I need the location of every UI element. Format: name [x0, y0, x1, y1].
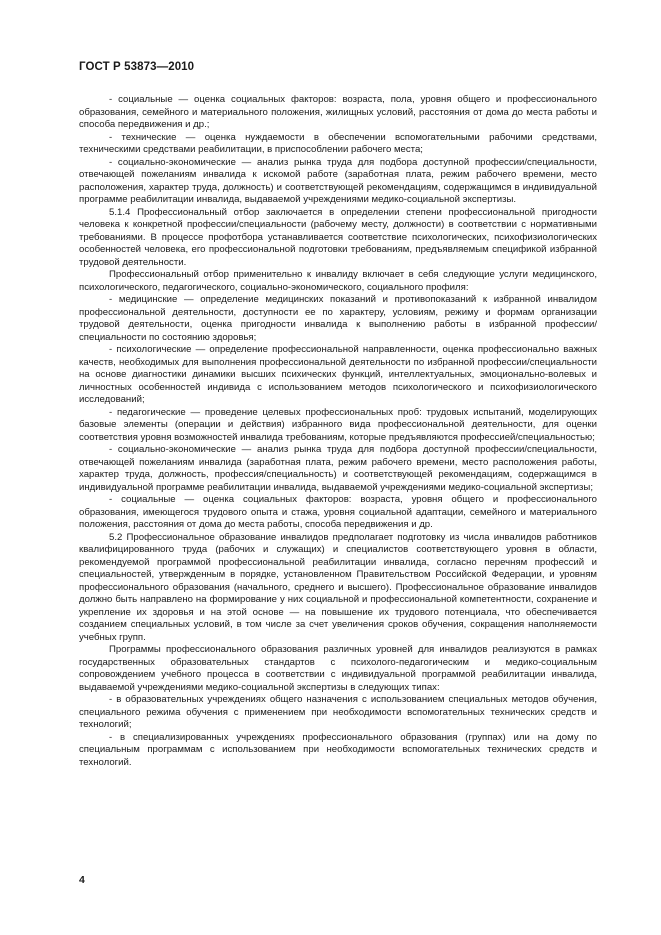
paragraph: - педагогические — проведение целевых профессиональных проб: трудовых испытаний, моделирующих базовые элементы (операции и действия) избранного вида профессиональной деятельности, для оценки соответствия уровня возможностей инвалида требованиям, которые предъявляются профессией/специальностью;	[79, 406, 597, 443]
paragraph: - социальные — оценка социальных факторов: возраста, уровня общего и профессионального образования, имеющегося трудового опыта и стажа, уровня социальной адаптации, семейного и материального положения, расстояния от дома до места работы, способа передвижения и др.	[79, 494, 597, 530]
paragraph: - социально-экономические — анализ рынка труда для подбора доступной профессии/специальности, отвечающей пожеланиям инвалида к искомой работе (заработная плата, режим рабочего времени, место расположения, характер труда, должность) и соответствующей рекомендациям, содержащимся в индивидуальной программе реабилитации инвалида, выдаваемой учреждениями медико-социальной экспертизы.	[79, 156, 597, 205]
standard-header: ГОСТ Р 53873—2010	[79, 61, 195, 73]
paragraph: - социально-экономические — анализ рынка труда для подбора доступной профессии/специальности, отвечающей пожеланиям инвалида (заработная плата, режим рабочего времени, место расположения работы, характер труда, должность, профессия/специальность) и соответствующей рекомендациям, содержащимся в индивидуальной программе реабилитации инвалида, выдаваемой учреждениями медико-социальной экспертизы;	[79, 444, 597, 493]
paragraph: - технические — оценка нуждаемости в обеспечении вспомогательными рабочими средствами, техническими средствами реабилитации, в приспособлении рабочего места;	[79, 131, 597, 155]
paragraph: - психологические — определение профессиональной направленности, оценка профессионально важных качеств, необходимых для выполнения профессиональной деятельности по избранной профессии/специальности на основе диагностики динамики высших психических функций, интеллектуальных, эмоционально-волевых и личностных особенностей индивида с использованием методов психологического и психофизиологического исследований;	[79, 344, 597, 405]
paragraph: - в специализированных учреждениях профессионального образования (группах) или на дому по специальным программам с использованием при необходимости вспомогательных технических средств и технологий.	[79, 731, 597, 768]
document-body	[79, 94, 597, 769]
paragraph: Профессиональный отбор применительно к инвалиду включает в себя следующие услуги медицинского, психологического, педагогического, социально-экономического, социального профиля:	[79, 269, 597, 293]
paragraph: 5.2 Профессиональное образование инвалидов предполагает подготовку из числа инвалидов работников квалифицированного труда (рабочих и служащих) и специалистов соответствующего уровня в области, рекомендуемой программой профессиональной реабилитации инвалида, согласно перечням профессий и специальностей, утвержденным в порядке, установленном Правительством Российской Федерации, и уровням профессионального образования (начального, среднего и высшего). Профессиональное образование инвалидов должно быть направлено на формирование у них социальной и профессиональной компетентности, сохранение и укрепление их здоровья и на этой основе — на повышение их трудового потенциала, что обеспечивается созданием специальных условий, в том числе за счет увеличения сроков обучения, сокращения наполняемости учебных групп.	[79, 531, 597, 643]
paragraph: Программы профессионального образования различных уровней для инвалидов реализуются в рамках государственных образовательных стандартов с психолого-педагогическим и медико-социальным сопровождением учебного процесса в соответствии с индивидуальной программой реабилитации инвалида, выдаваемой учреждениями медико-социальной экспертизы в следующих типах:	[79, 644, 597, 693]
paragraph: - медицинские — определение медицинских показаний и противопоказаний к избранной инвалидом профессиональной деятельности, доступности ее по характеру, условиям, режиму и формам организации трудовой деятельности, оценка пригодности инвалида к выполнению работы в избранной профессии/специальности по состоянию здоровья;	[79, 294, 597, 343]
paragraph: - социальные — оценка социальных факторов: возраста, пола, уровня общего и профессионального образования, семейного и материального положения, жилищных условий, расстояния от дома до места работы и способа передвижения и др.;	[79, 94, 597, 130]
paragraph: 5.1.4 Профессиональный отбор заключается в определении степени профессиональной пригодности человека к конкретной профессии/специальности (рабочему месту, должности) в соответствии с нормативными требованиями. В процессе профотбора устанавливается соответствие психологических, психофизиологических особенностей человека, его профессиональной подготовки требованиям, предъявляемым спецификой избранной трудовой деятельности.	[79, 206, 597, 268]
page-number: 4	[79, 874, 85, 886]
paragraph: - в образовательных учреждениях общего назначения с использованием специальных методов обучения, специального режима обучения с применением при необходимости вспомогательных технических средств и технологий;	[79, 694, 597, 730]
